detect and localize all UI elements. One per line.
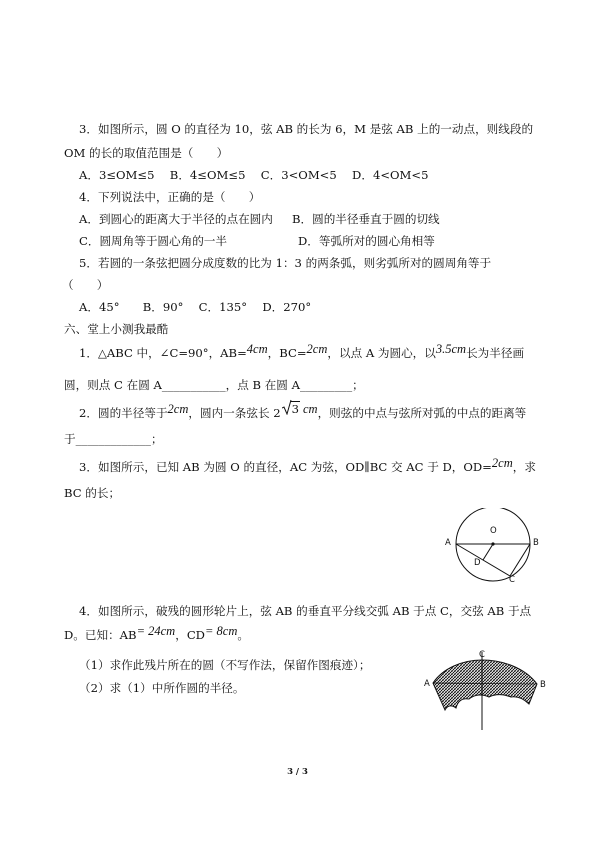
t1-line1 xyxy=(79,342,525,360)
q3-options: A．3≤OM≤5 B．4≤OM≤5 C．3<OM<5 D．4<OM<5 xyxy=(79,168,429,182)
page-number: 3 / 3 xyxy=(287,767,308,777)
t3-text-1: 3．如图所示，已知 AB 为圆 O 的直径，AC 为弦，OD∥BC 交 AC 于 D，OD= xyxy=(79,460,492,474)
t2-text-2: ，圆内一条弦长 2 xyxy=(188,406,281,420)
q4-option-c: C．圆周角等于圆心角的一半 xyxy=(79,234,227,248)
q5-line1: 5．若圆的一条弦把圆分成度数的比为 1：3 的两条弧，则劣弧所对的圆周角等于 xyxy=(79,256,492,270)
fig1-label-o: O xyxy=(490,526,497,536)
sqrt-symbol xyxy=(282,402,300,416)
t3-line2: BC 的长； xyxy=(64,486,121,500)
t2-text-1: 2．圆的半径等于 xyxy=(79,406,168,420)
q5-line2: （ ） xyxy=(62,278,109,292)
fig1-label-d: D xyxy=(474,558,481,568)
t4-sub2: （2）求（1）中所作圆的半径。 xyxy=(79,681,245,695)
fig1-label-a: A xyxy=(445,538,451,548)
q5-options: A．45° B．90° C．135° D．270° xyxy=(79,300,312,314)
t2-line2: 于_____________； xyxy=(64,432,163,446)
q4-option-b: B．圆的半径垂直于圆的切线 xyxy=(292,212,440,226)
t2-text-3: ，则弦的中点与弦所对弧的中点的距离等 xyxy=(317,406,527,420)
t2-radius-value: 2cm xyxy=(167,402,189,416)
q3-line1: 3．如图所示，圆 O 的直径为 10，弦 AB 的长为 6，M 是弦 AB 上的一动点，则线段的 xyxy=(79,122,534,136)
fig2-label-c: C xyxy=(479,650,485,660)
t1-bc-value: 2cm xyxy=(306,342,328,356)
wheel-fragment xyxy=(433,660,537,710)
fig2-label-b: B xyxy=(540,680,546,690)
t4-text-3: 。 xyxy=(237,628,249,642)
t2-line1 xyxy=(79,402,527,420)
t4-line1: 4．如图所示，破残的圆形轮片上，弦 AB 的垂直平分线交弧 AB 于点 C，交弦 AB 于点 xyxy=(79,604,532,618)
t4-line2 xyxy=(64,624,249,642)
t4-cd-value: = 8cm xyxy=(204,624,238,638)
q4-option-a: A．到圆心的距离大于半径的点在圆内 xyxy=(79,212,273,226)
t1-ab-value: 4cm xyxy=(246,342,268,356)
t4-sub1: （1）求作此残片所在的圆（不写作法，保留作图痕迹）； xyxy=(79,658,371,672)
t1-radius-value: 3.5cm xyxy=(435,342,467,356)
chord-bc xyxy=(510,544,530,576)
t1-text-2: ，BC= xyxy=(267,346,307,360)
t1-text-3: ，以点 A 为圆心，以 xyxy=(327,346,436,360)
sqrt-radicand: 3 xyxy=(291,402,299,416)
segment-od xyxy=(483,544,493,560)
t1-text-1: 1．△ABC 中，∠C=90°，AB= xyxy=(79,346,247,360)
fig1-label-b: B xyxy=(533,538,539,548)
fig2-label-a: A xyxy=(424,679,430,689)
t4-ab-value: = 24cm xyxy=(136,624,176,638)
t3-od-value: 2cm xyxy=(491,456,513,470)
q4-stem: 4．下列说法中，正确的是（ ） xyxy=(79,190,261,204)
t1-line2: 圆，则点 C 在圆 A___________，点 B 在圆 A_________； xyxy=(64,378,364,392)
fig1-label-c: C xyxy=(509,575,515,585)
section-heading: 六、堂上小测我最酷 xyxy=(64,322,169,336)
center-point-o xyxy=(491,542,494,545)
t4-text-2: ，CD xyxy=(175,628,205,642)
t2-chord-unit: cm xyxy=(302,402,318,416)
circle-diameter-figure xyxy=(440,508,550,590)
broken-wheel-figure xyxy=(425,650,550,732)
q4-option-d: D．等弧所对的圆心角相等 xyxy=(298,234,435,248)
q3-line2: OM 的长的取值范围是（ ） xyxy=(64,146,229,160)
t4-text-1: D。已知：AB xyxy=(64,628,137,642)
t3-line1 xyxy=(79,456,536,474)
t3-text-2: ，求 xyxy=(512,460,536,474)
t1-text-4: 长为半径画 xyxy=(466,346,525,360)
